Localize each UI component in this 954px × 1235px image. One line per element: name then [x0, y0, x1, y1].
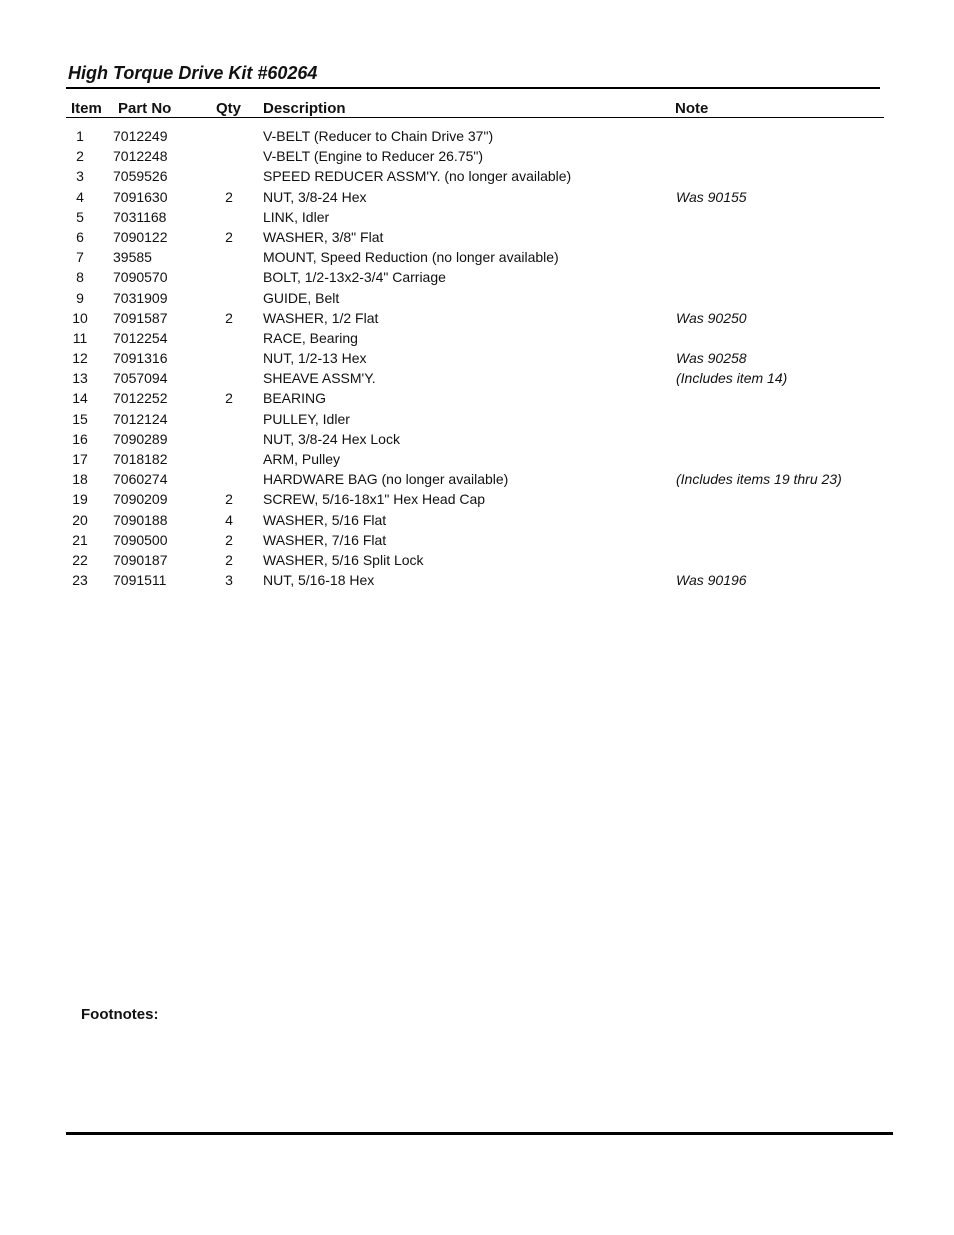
table-row: [0, 308, 954, 328]
table-row: [0, 288, 954, 308]
row-qty: 4: [225, 511, 233, 528]
row-note: Was 90258: [676, 350, 747, 367]
table-row: [0, 187, 954, 207]
table-row: [0, 530, 954, 550]
row-part-no: 7091511: [113, 572, 167, 589]
table-row: [0, 550, 954, 570]
row-item: 7: [76, 249, 84, 266]
row-item: 20: [72, 511, 88, 528]
row-part-no: 7090187: [113, 551, 168, 568]
row-note: Was 90196: [676, 572, 747, 589]
row-part-no: 7012248: [113, 148, 168, 165]
row-part-no: 7059526: [113, 168, 168, 185]
row-part-no: 7031168: [113, 208, 167, 225]
parts-table-body: [0, 126, 954, 590]
row-item: 17: [72, 451, 88, 467]
row-item: 23: [72, 572, 88, 589]
row-part-no: 39585: [113, 249, 152, 266]
row-item: 22: [72, 551, 88, 568]
table-row: [0, 368, 954, 388]
table-row: [0, 429, 954, 449]
row-description: V-BELT (Reducer to Chain Drive 37"): [263, 128, 494, 144]
row-description: NUT, 5/16-18 Hex: [263, 572, 375, 589]
row-qty: 2: [225, 188, 233, 205]
row-item: 14: [72, 390, 88, 407]
row-item: 8: [76, 269, 84, 286]
row-description: SCREW, 5/16-18x1" Hex Head Cap: [263, 491, 486, 508]
row-note: Was 90155: [676, 188, 747, 205]
header-divider: [66, 117, 884, 118]
row-description: PULLEY, Idler: [263, 410, 350, 427]
row-description: SPEED REDUCER ASSM'Y. (no longer available): [263, 168, 572, 185]
row-note: (Includes item 14): [676, 370, 788, 387]
row-item: 3: [76, 168, 84, 185]
table-row: [0, 166, 954, 186]
table-row: [0, 267, 954, 287]
header-qty: Qty: [216, 100, 242, 117]
table-row: [0, 409, 954, 429]
bottom-divider: [66, 1132, 893, 1135]
table-row: [0, 348, 954, 368]
row-description: MOUNT, Speed Reduction (no longer available): [263, 249, 559, 266]
title-divider: [66, 87, 880, 89]
row-description: WASHER, 5/16 Split Lock: [263, 551, 424, 568]
row-part-no: 7091630: [113, 188, 168, 205]
table-row: [0, 247, 954, 267]
row-item: 15: [72, 410, 88, 427]
table-row: [0, 469, 954, 489]
row-part-no: 7060274: [113, 471, 168, 488]
row-qty: 2: [225, 228, 233, 245]
row-item: 16: [72, 430, 88, 447]
row-item: 4: [76, 188, 84, 205]
row-description: SHEAVE ASSM'Y.: [263, 370, 376, 387]
table-row: [0, 570, 954, 590]
row-part-no: 7018182: [113, 451, 168, 467]
row-item: 13: [72, 370, 88, 387]
row-part-no: 7090570: [113, 269, 168, 286]
table-row: [0, 449, 954, 469]
table-row: [0, 388, 954, 408]
table-row: [0, 328, 954, 348]
row-item: 21: [72, 531, 88, 548]
row-qty: 2: [225, 491, 233, 508]
row-item: 5: [76, 208, 84, 225]
row-item: 6: [76, 228, 84, 245]
row-part-no: 7090500: [113, 531, 168, 548]
row-description: RACE, Bearing: [263, 329, 358, 346]
row-description: GUIDE, Belt: [263, 289, 340, 306]
table-row: [0, 510, 954, 530]
row-item: 10: [72, 309, 88, 326]
table-header: [0, 100, 954, 118]
row-note: (Includes items 19 thru 23): [676, 471, 842, 488]
row-item: 9: [76, 289, 84, 306]
header-description: Description: [263, 100, 346, 117]
row-item: 2: [76, 148, 84, 165]
row-description: BOLT, 1/2-13x2-3/4" Carriage: [263, 269, 446, 286]
row-qty: 2: [225, 531, 233, 548]
table-row: [0, 146, 954, 166]
row-description: NUT, 3/8-24 Hex Lock: [263, 430, 400, 447]
row-description: BEARING: [263, 390, 327, 407]
row-item: 12: [72, 350, 88, 367]
row-description: LINK, Idler: [263, 208, 330, 225]
row-qty: 2: [225, 390, 233, 407]
row-description: NUT, 3/8-24 Hex: [263, 188, 367, 205]
page-title: High Torque Drive Kit #60264: [68, 63, 318, 83]
row-part-no: 7012252: [113, 390, 168, 407]
row-item: 18: [72, 471, 88, 488]
row-part-no: 7091316: [113, 350, 168, 367]
row-item: 11: [72, 329, 88, 346]
table-row: [0, 126, 954, 146]
row-item: 1: [76, 128, 84, 144]
row-part-no: 7090289: [113, 430, 168, 447]
table-row: [0, 227, 954, 247]
row-description: WASHER, 5/16 Flat: [263, 511, 387, 528]
row-description: ARM, Pulley: [263, 451, 341, 467]
row-part-no: 7031909: [113, 289, 168, 306]
row-item: 19: [72, 491, 88, 508]
row-part-no: 7057094: [113, 370, 168, 387]
table-row: [0, 207, 954, 227]
row-description: WASHER, 1/2 Flat: [263, 309, 379, 326]
row-description: HARDWARE BAG (no longer available): [263, 471, 509, 488]
row-qty: 2: [225, 309, 233, 326]
row-qty: 3: [225, 572, 233, 589]
row-part-no: 7012254: [113, 329, 168, 346]
row-part-no: 7090122: [113, 228, 168, 245]
row-part-no: 7090209: [113, 491, 168, 508]
header-note: Note: [675, 100, 709, 117]
row-part-no: 7090188: [113, 511, 168, 528]
table-row: [0, 489, 954, 509]
row-description: WASHER, 7/16 Flat: [263, 531, 387, 548]
row-part-no: 7091587: [113, 309, 168, 326]
row-description: WASHER, 3/8" Flat: [263, 228, 384, 245]
header-part-no: Part No: [118, 100, 172, 117]
row-part-no: 7012124: [113, 410, 168, 427]
header-item: Item: [71, 100, 102, 117]
row-qty: 2: [225, 551, 233, 568]
row-description: NUT, 1/2-13 Hex: [263, 350, 367, 367]
row-note: Was 90250: [676, 309, 747, 326]
footnotes-label: Footnotes:: [81, 1006, 159, 1023]
row-description: V-BELT (Engine to Reducer 26.75"): [263, 148, 484, 165]
row-part-no: 7012249: [113, 128, 168, 144]
